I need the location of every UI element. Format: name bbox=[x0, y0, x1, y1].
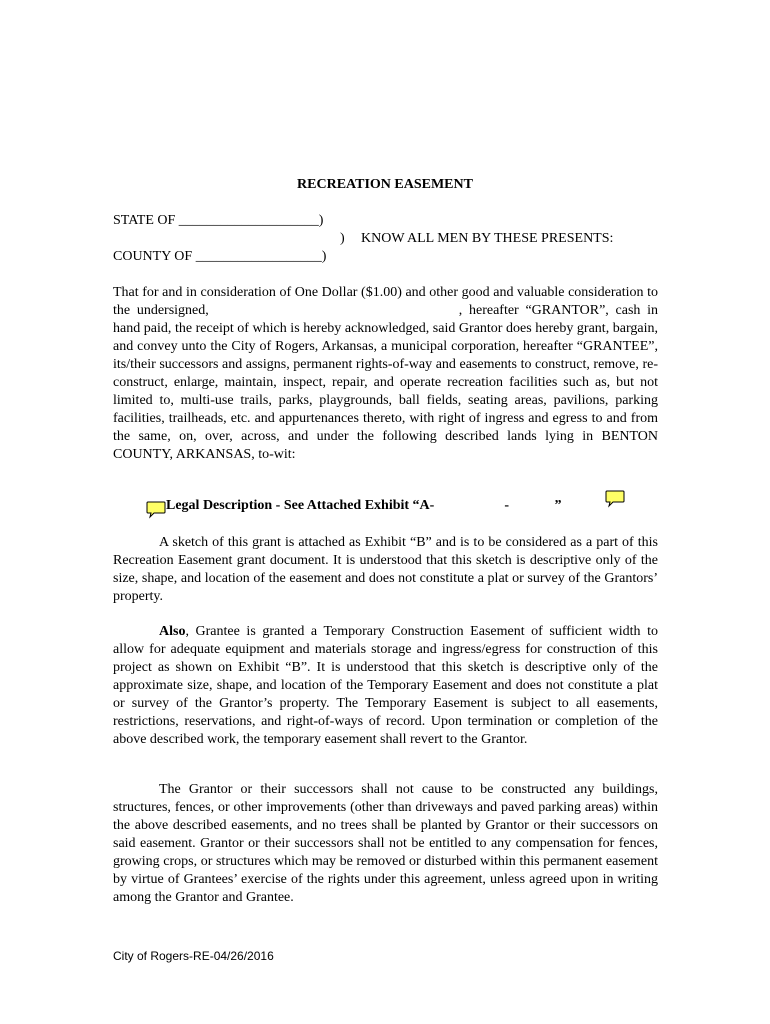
caption-middle-line bbox=[113, 230, 658, 248]
also-lead: Also bbox=[159, 624, 186, 639]
county-line: COUNTY OF __________________) bbox=[113, 249, 327, 264]
legal-description: Legal Description - See Attached Exhibit “A- - ” bbox=[166, 498, 562, 513]
state-line: STATE OF ____________________) bbox=[113, 213, 324, 228]
para1-part1: That for and in consideration of One Dollar ($1.00) and other good and valuable consideration to the undersigned, bbox=[113, 285, 658, 318]
restrictions-paragraph: The Grantor or their successors shall not cause to be constructed any buildings, structures, fences, or other improvements (other than driveways and paved parking areas) within the above described easements, and no trees shall be planted by Grantor or their successors on said easement. Grantor or their successors shall not be entitled to any compensation for fences, growing crops, or structures which may be removed or disturbed within this permanent easement by virtue of Grantees’ exercise of the rights under this agreement, unless agreed upon in writing among the Grantor and Grantee. bbox=[113, 782, 658, 905]
page-footer: City of Rogers-RE-04/26/2016 bbox=[113, 949, 274, 963]
para3-rest: , Grantee is granted a Temporary Construction Easement of sufficient width to allow for adequate equipment and materials storage and ingress/egress for construction of this project as shown on Exhibit “B”. It is understood that this sketch is descriptive only of the approximate size, shape, and location of the Temporary Easement and does not constitute a plat or survey of the Grantor’s property. The Temporary Easement is subject to all easements, restrictions, reservations, and right-of-ways of record. Upon termination or completion of the above described work, the temporary easement shall revert to the Grantor. bbox=[113, 624, 658, 747]
consideration-paragraph bbox=[113, 284, 658, 464]
para1-part2: , hereafter “GRANTOR”, cash in hand paid, the receipt of which is hereby acknowledged, said Grantor does hereby grant, bargain, and convey unto the City of Rogers, Arkansas, a municipal corporation, hereafter “GRANTEE”, its/their successors and assigns, permanent rights-of-way and easements to construct, remove, re-construct, enlarge, maintain, inspect, repair, and operate recreation facilities such as, but not limited to, multi-use trails, parks, playgrounds, ball fields, seating areas, pavilions, parking facilities, trailheads, etc. and appurtenances thereto, with right of ingress and egress to and from the same, on, over, across, and under the following described lands lying in BENTON COUNTY, ARKANSAS, to-wit: bbox=[113, 303, 659, 462]
sketch-paragraph: A sketch of this grant is attached as Exhibit “B” and is to be considered as a part of this Recreation Easement grant document. It is understood that this sketch is descriptive only of the size, shape, and location of the easement and does not constitute a plat or survey of the Grantors’ property. bbox=[113, 535, 658, 604]
temporary-easement-paragraph bbox=[113, 623, 658, 749]
caption-block bbox=[113, 212, 658, 266]
know-all-men: KNOW ALL MEN BY THESE PRESENTS: bbox=[361, 231, 614, 246]
document-title: RECREATION EASEMENT bbox=[297, 177, 473, 192]
comment-icon[interactable] bbox=[605, 490, 625, 508]
caption-paren: ) bbox=[340, 231, 345, 246]
comment-icon[interactable] bbox=[146, 501, 166, 519]
